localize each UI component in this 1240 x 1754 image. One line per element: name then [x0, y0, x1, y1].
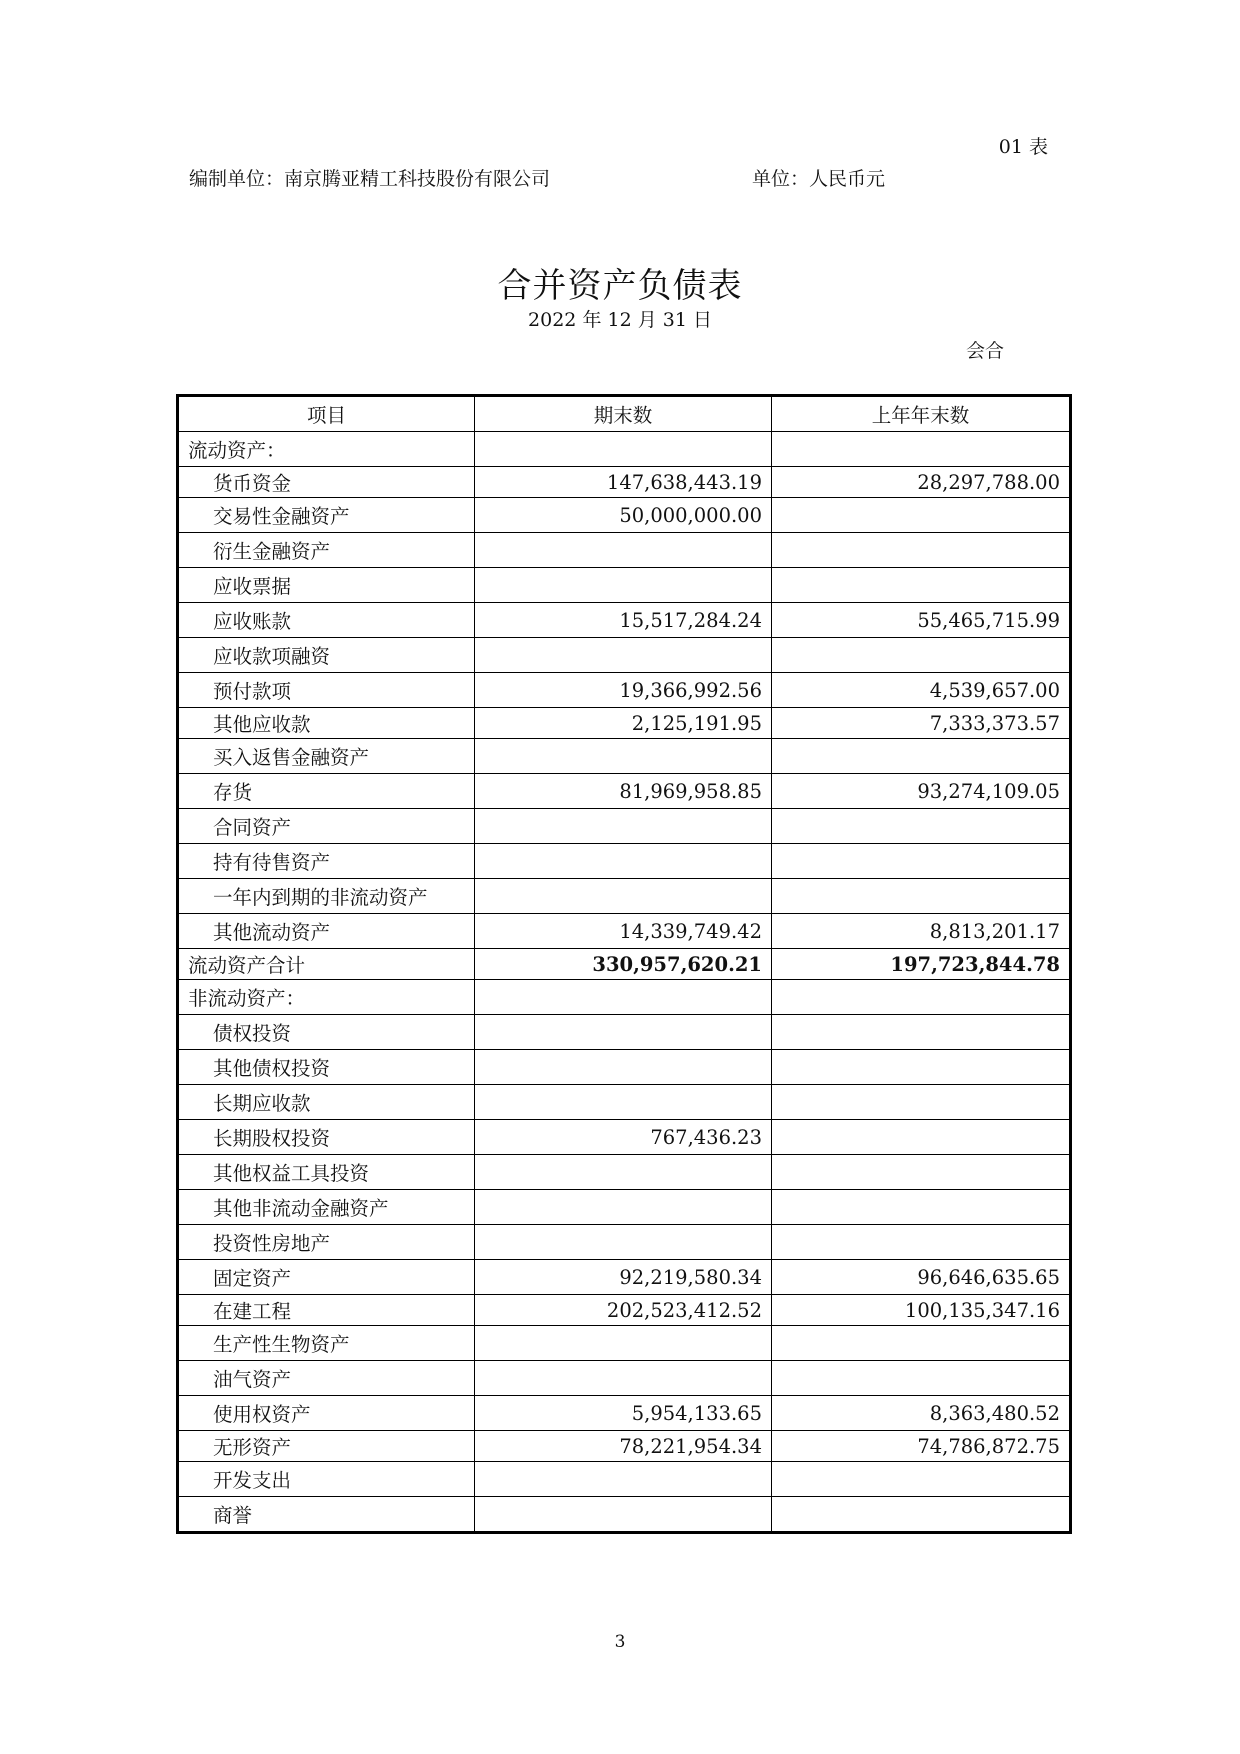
row-label: 应收票据: [178, 568, 475, 603]
prior-year-end-value: [772, 1326, 1071, 1361]
table-row: [178, 673, 1071, 708]
table-row: [178, 844, 1071, 879]
row-label: 使用权资产: [178, 1396, 475, 1431]
prior-year-end-value: [772, 980, 1071, 1015]
period-end-value: 202,523,412.52: [475, 1295, 772, 1326]
row-label: 应收款项融资: [178, 638, 475, 673]
period-end-value: 19,366,992.56: [475, 673, 772, 708]
period-end-value: 14,339,749.42: [475, 914, 772, 949]
column-header-prior-year-end: 上年年末数: [772, 396, 1071, 432]
row-label: 衍生金融资产: [178, 533, 475, 568]
prior-year-end-value: [772, 1462, 1071, 1497]
prior-year-end-value: [772, 739, 1071, 774]
prior-year-end-value: [772, 498, 1071, 533]
prior-year-end-value: 74,786,872.75: [772, 1431, 1071, 1462]
prior-year-end-value: 55,465,715.99: [772, 603, 1071, 638]
prior-year-end-value: [772, 1361, 1071, 1396]
table-row: [178, 1015, 1071, 1050]
row-label: 持有待售资产: [178, 844, 475, 879]
table-row: [178, 1260, 1071, 1295]
table-row: [178, 980, 1071, 1015]
table-row-total: [178, 949, 1071, 980]
table-row: [178, 1462, 1071, 1497]
period-end-value: [475, 1326, 772, 1361]
table-row: [178, 1497, 1071, 1533]
column-header-period-end: 期末数: [475, 396, 772, 432]
prior-year-end-value: [772, 809, 1071, 844]
prior-year-end-value: 96,646,635.65: [772, 1260, 1071, 1295]
row-label: 在建工程: [178, 1295, 475, 1326]
table-row: [178, 1295, 1071, 1326]
period-end-value: [475, 1462, 772, 1497]
period-end-value: 2,125,191.95: [475, 708, 772, 739]
statement-date: 2022 年 12 月 31 日: [528, 309, 712, 331]
prior-year-end-value: [772, 844, 1071, 879]
row-label: 非流动资产：: [178, 980, 475, 1015]
table-row: [178, 1190, 1071, 1225]
period-end-value: [475, 432, 772, 467]
table-row: [178, 467, 1071, 498]
prior-year-end-value: 100,135,347.16: [772, 1295, 1071, 1326]
period-end-value: [475, 638, 772, 673]
row-label: 其他应收款: [178, 708, 475, 739]
prior-year-end-value: [772, 1497, 1071, 1533]
prior-year-end-value: [772, 1225, 1071, 1260]
row-label: 长期应收款: [178, 1085, 475, 1120]
period-end-value: [475, 1050, 772, 1085]
prior-year-end-value: [772, 1190, 1071, 1225]
table-row: [178, 1431, 1071, 1462]
row-label: 无形资产: [178, 1431, 475, 1462]
period-end-value: [475, 809, 772, 844]
prior-year-end-value: 4,539,657.00: [772, 673, 1071, 708]
period-end-value: 147,638,443.19: [475, 467, 772, 498]
period-end-value: 92,219,580.34: [475, 1260, 772, 1295]
table-row: [178, 638, 1071, 673]
period-end-value: [475, 980, 772, 1015]
prior-year-end-value: 7,333,373.57: [772, 708, 1071, 739]
period-end-value: [475, 879, 772, 914]
row-label: 流动资产：: [178, 432, 475, 467]
row-label: 其他权益工具投资: [178, 1155, 475, 1190]
row-label: 债权投资: [178, 1015, 475, 1050]
period-end-value: 81,969,958.85: [475, 774, 772, 809]
prior-year-end-value: [772, 879, 1071, 914]
table-row: [178, 432, 1071, 467]
table-row: [178, 708, 1071, 739]
prior-year-end-value: 197,723,844.78: [772, 949, 1071, 980]
table-row: [178, 809, 1071, 844]
row-label: 固定资产: [178, 1260, 475, 1295]
table-row: [178, 568, 1071, 603]
table-row: [178, 1120, 1071, 1155]
period-end-value: [475, 739, 772, 774]
table-row: [178, 1396, 1071, 1431]
prior-year-end-value: [772, 533, 1071, 568]
row-label: 生产性生物资产: [178, 1326, 475, 1361]
row-label: 货币资金: [178, 467, 475, 498]
table-row: [178, 914, 1071, 949]
table-row: [178, 533, 1071, 568]
period-end-value: 5,954,133.65: [475, 1396, 772, 1431]
row-label: 其他债权投资: [178, 1050, 475, 1085]
period-end-value: [475, 844, 772, 879]
period-end-value: 330,957,620.21: [475, 949, 772, 980]
balance-sheet-table: [176, 394, 1072, 1534]
table-row: [178, 879, 1071, 914]
prior-year-end-value: [772, 1155, 1071, 1190]
prior-year-end-value: [772, 1050, 1071, 1085]
period-end-value: [475, 1190, 772, 1225]
row-label: 其他流动资产: [178, 914, 475, 949]
row-label: 流动资产合计: [178, 949, 475, 980]
page-number: 3: [614, 1632, 626, 1652]
row-label: 交易性金融资产: [178, 498, 475, 533]
table-row: [178, 1155, 1071, 1190]
row-label: 投资性房地产: [178, 1225, 475, 1260]
table-row: [178, 1326, 1071, 1361]
period-end-value: [475, 1225, 772, 1260]
row-label: 开发支出: [178, 1462, 475, 1497]
period-end-value: 50,000,000.00: [475, 498, 772, 533]
table-row: [178, 739, 1071, 774]
row-label: 买入返售金融资产: [178, 739, 475, 774]
row-label: 商誉: [178, 1497, 475, 1533]
prior-year-end-value: 28,297,788.00: [772, 467, 1071, 498]
table-header-row: [178, 396, 1071, 432]
row-label: 合同资产: [178, 809, 475, 844]
period-end-value: 767,436.23: [475, 1120, 772, 1155]
prior-year-end-value: [772, 432, 1071, 467]
period-end-value: 15,517,284.24: [475, 603, 772, 638]
prior-year-end-value: [772, 1120, 1071, 1155]
table-row: [178, 1050, 1071, 1085]
table-row: [178, 603, 1071, 638]
period-end-value: [475, 1015, 772, 1050]
prior-year-end-value: [772, 568, 1071, 603]
prior-year-end-value: [772, 638, 1071, 673]
period-end-value: [475, 1361, 772, 1396]
row-label: 应收账款: [178, 603, 475, 638]
prior-year-end-value: 93,274,109.05: [772, 774, 1071, 809]
currency-unit: 单位：人民币元: [752, 168, 886, 190]
table-row: [178, 1361, 1071, 1396]
row-label: 长期股权投资: [178, 1120, 475, 1155]
period-end-value: 78,221,954.34: [475, 1431, 772, 1462]
table-row: [178, 498, 1071, 533]
period-end-value: [475, 568, 772, 603]
prior-year-end-value: [772, 1085, 1071, 1120]
stamp-text: 会合: [966, 340, 1005, 362]
prior-year-end-value: 8,363,480.52: [772, 1396, 1071, 1431]
table-row: [178, 1085, 1071, 1120]
period-end-value: [475, 1155, 772, 1190]
row-label: 油气资产: [178, 1361, 475, 1396]
row-label: 存货: [178, 774, 475, 809]
period-end-value: [475, 533, 772, 568]
period-end-value: [475, 1497, 772, 1533]
period-end-value: [475, 1085, 772, 1120]
table-row: [178, 1225, 1071, 1260]
row-label: 一年内到期的非流动资产: [178, 879, 475, 914]
page-title: 合并资产负债表: [497, 266, 743, 306]
prior-year-end-value: [772, 1015, 1071, 1050]
row-label: 预付款项: [178, 673, 475, 708]
row-label: 其他非流动金融资产: [178, 1190, 475, 1225]
column-header-item: 项目: [178, 396, 475, 432]
form-number: 01 表: [998, 136, 1048, 158]
table-row: [178, 774, 1071, 809]
table-body: [178, 432, 1071, 1533]
prior-year-end-value: 8,813,201.17: [772, 914, 1071, 949]
preparing-organization: 编制单位：南京腾亚精工科技股份有限公司: [189, 168, 551, 190]
